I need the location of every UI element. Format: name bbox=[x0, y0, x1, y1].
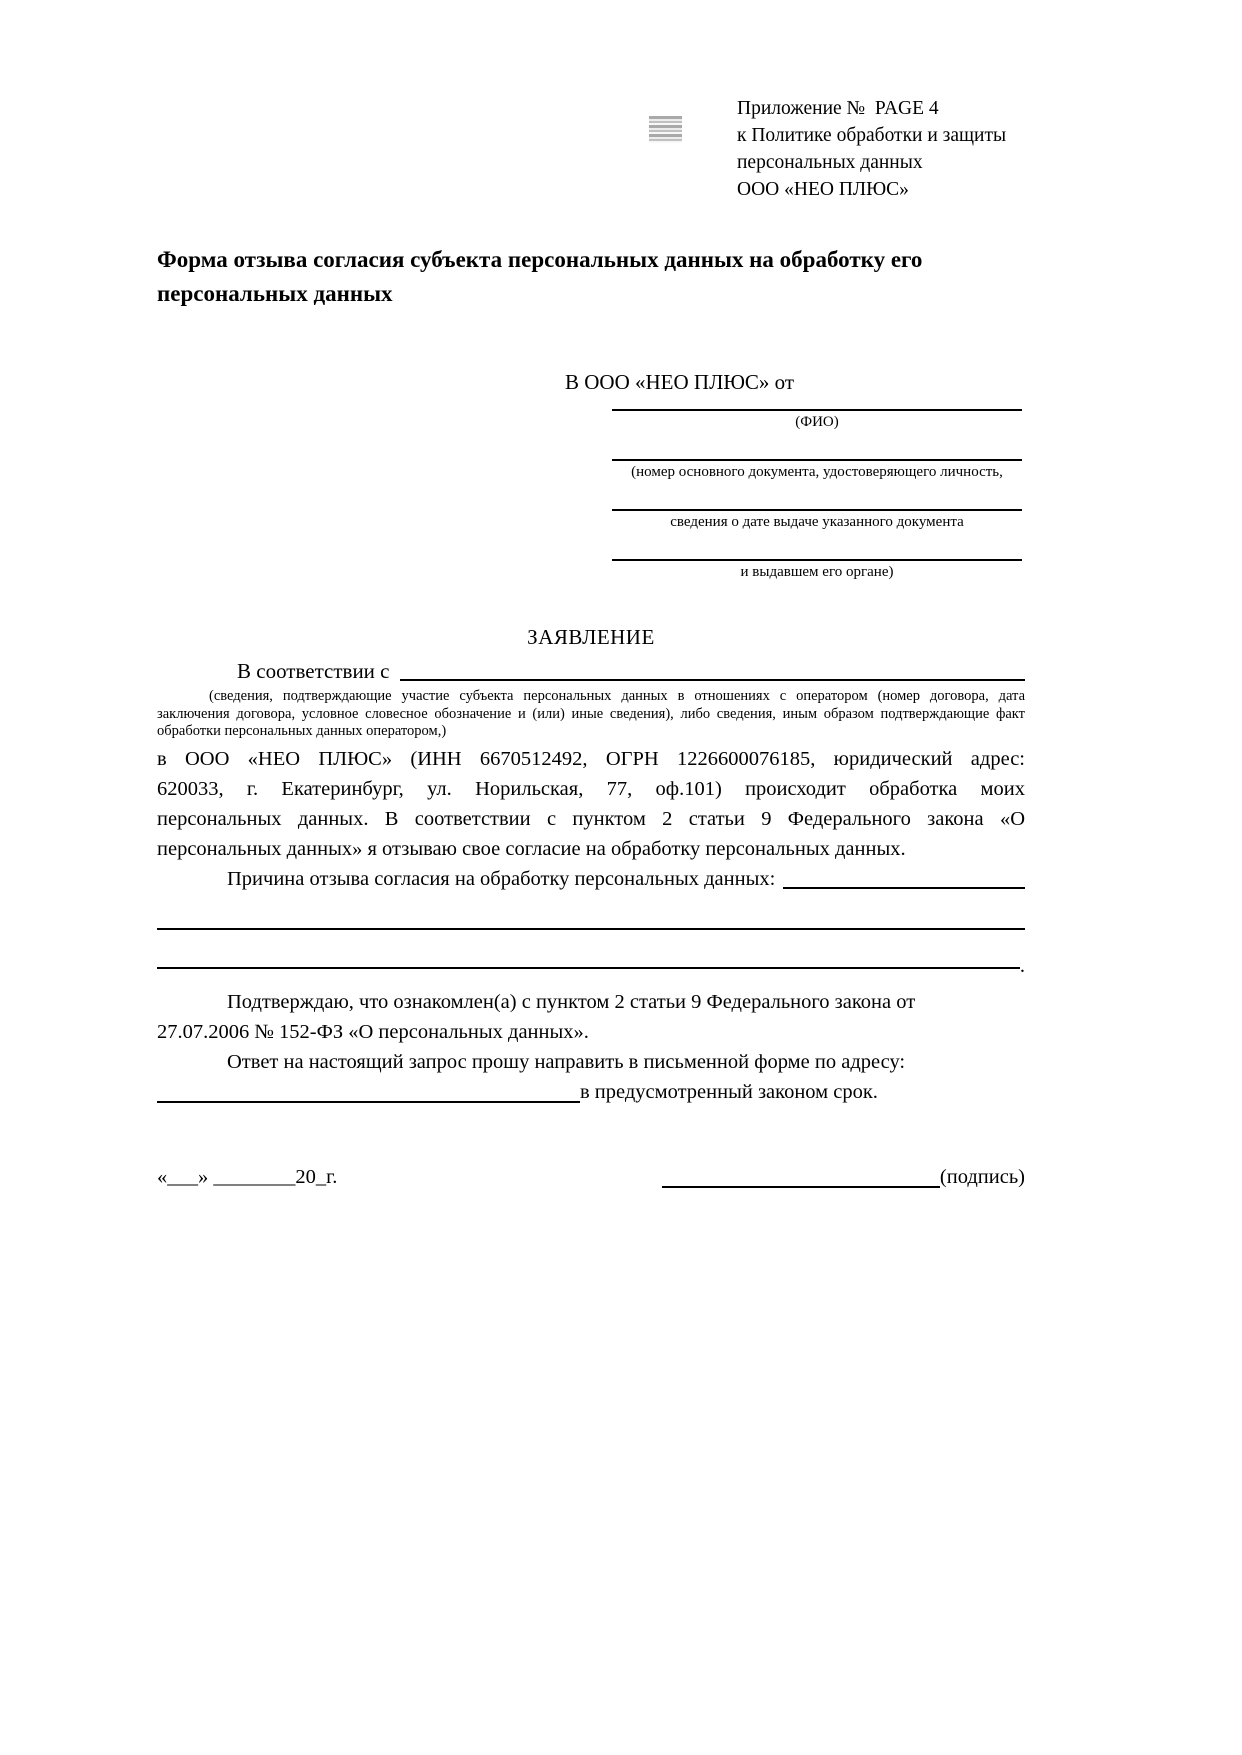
appendix-note-line: Приложение № PAGE 4 bbox=[737, 98, 939, 119]
reason-period: . bbox=[1019, 954, 1025, 977]
reply-suffix-text: в предусмотренный законом срок. bbox=[580, 1080, 878, 1103]
statement-body-line: в ООО «НЕО ПЛЮС» (ИНН 6670512492, ОГРН 1226600076185, юридический адрес: bbox=[157, 747, 1025, 770]
reason-blank-line bbox=[783, 887, 1025, 889]
addressee-fields bbox=[612, 409, 1022, 581]
reason-row bbox=[157, 864, 1025, 894]
document-title: Форма отзыва согласия субъекта персональных данных на обработку его персональных данных bbox=[157, 247, 923, 306]
statement-body-line: 620033, г. Екатеринбург, ул. Норильская, 77, оф.101) происходит обработка моих bbox=[157, 777, 1025, 800]
reason-blank-line-3-row bbox=[157, 954, 1025, 977]
statement-heading: ЗАЯВЛЕНИЕ bbox=[527, 625, 655, 649]
fine-print-note bbox=[157, 688, 1025, 741]
appendix-note-line: ООО «НЕО ПЛЮС» bbox=[737, 179, 909, 200]
issue-date-field bbox=[612, 509, 1022, 531]
signature-caption: (подпись) bbox=[939, 1165, 1025, 1188]
law-reference-text: 27.07.2006 № 152-ФЗ «О персональных данных». bbox=[157, 1020, 589, 1043]
fio-field bbox=[612, 409, 1022, 431]
statement-basis-blank-line bbox=[400, 679, 1026, 681]
reply-address-row bbox=[157, 1077, 1025, 1107]
signature-blank-line bbox=[662, 1186, 940, 1188]
statement-intro bbox=[157, 658, 1025, 685]
statement-body bbox=[157, 744, 1025, 864]
reason-blank-line-3 bbox=[157, 967, 1020, 969]
appendix-note bbox=[737, 95, 1025, 203]
document-number-caption: (номер основного документа, удостоверяющего личность, bbox=[631, 464, 1003, 480]
issuing-authority-blank-line bbox=[612, 559, 1022, 561]
fine-print-line: (сведения, подтверждающие участие субъекта персональных данных в отношениях с оператором (номер договора, дата bbox=[209, 688, 1025, 704]
fio-blank-line bbox=[612, 409, 1022, 411]
addressee-line: В ООО «НЕО ПЛЮС» от bbox=[565, 370, 795, 394]
issue-date-blank-line bbox=[612, 509, 1022, 511]
appendix-note-line: персональных данных bbox=[737, 152, 923, 173]
document-number-blank-line bbox=[612, 459, 1022, 461]
issuing-authority-caption: и выдавшем его органе) bbox=[740, 564, 894, 580]
reply-request-text: Ответ на настоящий запрос прошу направить в письменной форме по адресу: bbox=[227, 1050, 906, 1073]
statement-intro-text: В соответствии с bbox=[237, 659, 390, 683]
document-number-field bbox=[612, 459, 1022, 481]
issuing-authority-field bbox=[612, 559, 1022, 581]
reply-address-blank-line bbox=[157, 1101, 580, 1103]
statement-body-line: персональных данных. В соответствии с пунктом 2 статьи 9 Федерального закона «О bbox=[157, 807, 1025, 830]
reason-label: Причина отзыва согласия на обработку персональных данных: bbox=[227, 867, 776, 890]
statement-body-line: персональных данных» я отзываю свое согласие на обработку персональных данных. bbox=[157, 837, 906, 860]
appendix-note-line: к Политике обработки и защиты bbox=[737, 125, 1007, 146]
fine-print-line: заключения договора, условное словесное обозначение и (или) иные сведения), либо сведения, иным образом подтверждающие факт bbox=[157, 705, 1025, 722]
blurred-artifact bbox=[649, 116, 682, 143]
confirmation-block bbox=[157, 987, 1025, 1107]
reason-blank-line-2 bbox=[157, 928, 1025, 930]
signature-field bbox=[662, 1162, 1025, 1192]
fio-caption: (ФИО) bbox=[795, 414, 839, 430]
signature-row bbox=[157, 1162, 1025, 1192]
date-blank-field: «___» ________20_г. bbox=[157, 1165, 338, 1188]
fine-print-line: обработки персональных данных оператором,) bbox=[157, 723, 447, 739]
issue-date-caption: сведения о дате выдаче указанного документа bbox=[670, 514, 964, 530]
addressee-block bbox=[157, 369, 1025, 581]
confirmation-text: Подтверждаю, что ознакомлен(а) с пунктом 2 статьи 9 Федерального закона от bbox=[227, 990, 916, 1013]
